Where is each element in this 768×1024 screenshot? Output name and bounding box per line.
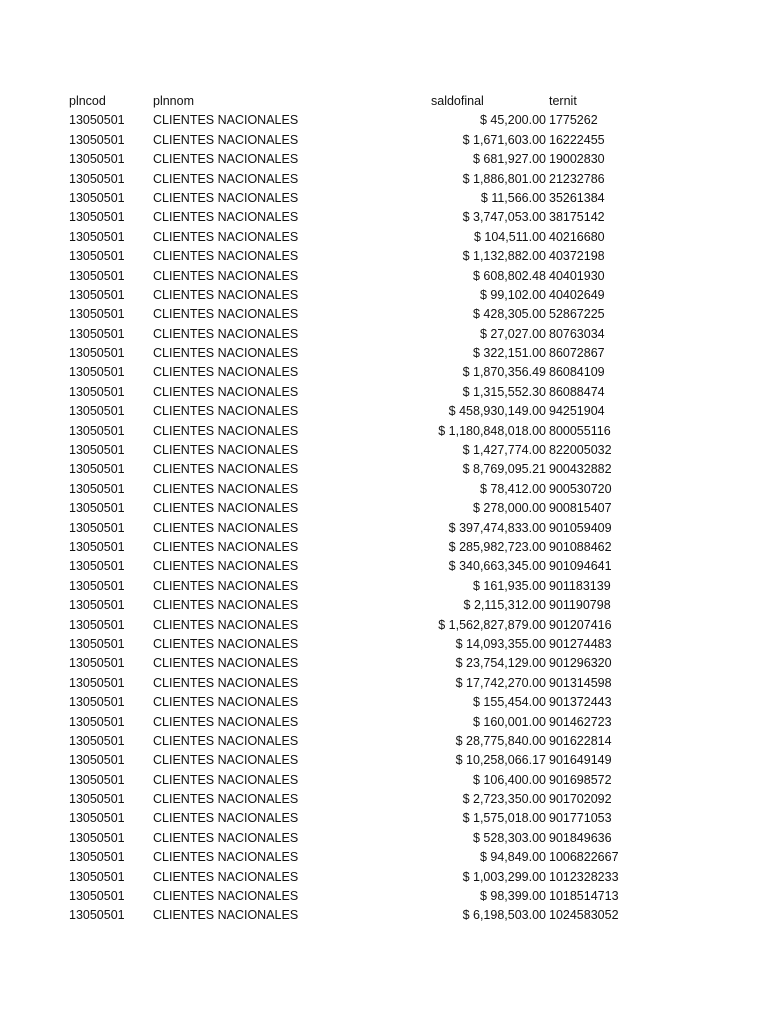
cell-plnnom: CLIENTES NACIONALES [153,830,299,845]
cell-ternit: 1024583052 [549,908,619,923]
cell-saldofinal: $ 11,566.00 [480,190,546,205]
table-row [0,460,768,479]
table-row [0,441,768,460]
cell-plncod: 13050501 [69,171,125,186]
cell-saldofinal: $ 322,151.00 [473,346,546,361]
cell-plncod: 13050501 [69,384,125,399]
table-row [0,363,768,382]
cell-plncod: 13050501 [69,307,125,322]
cell-saldofinal: $ 428,305.00 [473,307,546,322]
cell-plncod: 13050501 [69,869,125,884]
cell-plnnom: CLIENTES NACIONALES [153,423,299,438]
cell-saldofinal: $ 681,927.00 [473,152,546,167]
cell-plncod: 13050501 [69,404,125,419]
table-body [0,111,768,925]
header-plncod: plncod [69,94,106,108]
cell-plncod: 13050501 [69,132,125,147]
cell-ternit: 1775262 [549,113,598,128]
header-row [0,92,768,111]
cell-saldofinal: $ 278,000.00 [473,501,546,516]
table-row [0,208,768,227]
table-row [0,402,768,421]
cell-ternit: 19002830 [549,152,605,167]
table-row [0,751,768,770]
cell-plncod: 13050501 [69,636,125,651]
cell-plnnom: CLIENTES NACIONALES [153,462,299,477]
cell-plncod: 13050501 [69,792,125,807]
cell-ternit: 901059409 [549,520,612,535]
cell-saldofinal: $ 1,180,848,018.00 [438,423,546,438]
cell-saldofinal: $ 458,930,149.00 [448,404,546,419]
table-row [0,344,768,363]
cell-ternit: 21232786 [549,171,605,186]
cell-plncod: 13050501 [69,462,125,477]
cell-saldofinal: $ 2,115,312.00 [463,598,546,613]
cell-saldofinal: $ 27,027.00 [479,326,546,341]
cell-ternit: 901314598 [549,675,612,690]
cell-plncod: 13050501 [69,423,125,438]
cell-plncod: 13050501 [69,675,125,690]
cell-plncod: 13050501 [69,830,125,845]
cell-plncod: 13050501 [69,365,125,380]
table-row [0,305,768,324]
cell-plncod: 13050501 [69,113,125,128]
cell-plncod: 13050501 [69,229,125,244]
cell-plnnom: CLIENTES NACIONALES [153,287,299,302]
table-row [0,596,768,615]
cell-ternit: 900815407 [549,501,612,516]
table-row [0,557,768,576]
cell-plnnom: CLIENTES NACIONALES [153,249,299,264]
cell-plnnom: CLIENTES NACIONALES [153,714,299,729]
cell-plnnom: CLIENTES NACIONALES [153,113,299,128]
cell-ternit: 901094641 [549,559,612,574]
table-row [0,829,768,848]
cell-saldofinal: $ 340,663,345.00 [448,559,546,574]
cell-ternit: 1012328233 [549,869,619,884]
table-row [0,499,768,518]
cell-plncod: 13050501 [69,811,125,826]
cell-plncod: 13050501 [69,908,125,923]
cell-ternit: 80763034 [549,326,605,341]
table-row [0,868,768,887]
cell-ternit: 901698572 [549,772,612,787]
cell-plncod: 13050501 [69,753,125,768]
table-row [0,422,768,441]
cell-plncod: 13050501 [69,443,125,458]
cell-plnnom: CLIENTES NACIONALES [153,598,299,613]
cell-plncod: 13050501 [69,695,125,710]
table-row [0,325,768,344]
cell-plncod: 13050501 [69,520,125,535]
cell-saldofinal: $ 78,412.00 [479,481,546,496]
cell-plnnom: CLIENTES NACIONALES [153,578,299,593]
cell-ternit: 86088474 [549,384,605,399]
cell-ternit: 901190798 [549,598,611,613]
cell-plncod: 13050501 [69,889,125,904]
cell-ternit: 38175142 [549,210,605,225]
table-row [0,848,768,867]
cell-saldofinal: $ 99,102.00 [479,287,546,302]
cell-plnnom: CLIENTES NACIONALES [153,443,299,458]
cell-ternit: 94251904 [549,404,605,419]
cell-plnnom: CLIENTES NACIONALES [153,617,299,632]
cell-plnnom: CLIENTES NACIONALES [153,365,299,380]
cell-plnnom: CLIENTES NACIONALES [153,132,299,147]
cell-plnnom: CLIENTES NACIONALES [153,559,299,574]
cell-saldofinal: $ 28,775,840.00 [455,733,546,748]
cell-saldofinal: $ 285,982,723.00 [448,539,546,554]
cell-plnnom: CLIENTES NACIONALES [153,152,299,167]
table-row [0,131,768,150]
cell-plnnom: CLIENTES NACIONALES [153,889,299,904]
table-row [0,150,768,169]
cell-plnnom: CLIENTES NACIONALES [153,190,299,205]
cell-saldofinal: $ 94,849.00 [479,850,546,865]
cell-ternit: 901622814 [549,733,612,748]
data-table [0,92,768,926]
cell-plnnom: CLIENTES NACIONALES [153,520,299,535]
table-row [0,674,768,693]
cell-saldofinal: $ 397,474,833.00 [448,520,546,535]
cell-ternit: 901183139 [549,578,611,593]
cell-ternit: 1006822667 [549,850,619,865]
cell-plnnom: CLIENTES NACIONALES [153,307,299,322]
cell-plnnom: CLIENTES NACIONALES [153,695,299,710]
table-row [0,809,768,828]
cell-saldofinal: $ 161,935.00 [473,578,546,593]
table-row [0,247,768,266]
cell-plnnom: CLIENTES NACIONALES [153,539,299,554]
header-ternit: ternit [549,94,577,108]
cell-plnnom: CLIENTES NACIONALES [153,811,299,826]
table-row [0,111,768,130]
cell-ternit: 1018514713 [549,889,619,904]
cell-plnnom: CLIENTES NACIONALES [153,908,299,923]
cell-saldofinal: $ 8,769,095.21 [462,462,546,477]
cell-plncod: 13050501 [69,481,125,496]
cell-saldofinal: $ 1,562,827,879.00 [438,617,546,632]
cell-plncod: 13050501 [69,617,125,632]
cell-plncod: 13050501 [69,249,125,264]
cell-plnnom: CLIENTES NACIONALES [153,481,299,496]
cell-plncod: 13050501 [69,772,125,787]
cell-plnnom: CLIENTES NACIONALES [153,792,299,807]
cell-ternit: 800055116 [549,423,611,438]
cell-plnnom: CLIENTES NACIONALES [153,733,299,748]
table-row [0,790,768,809]
cell-ternit: 901649149 [549,753,612,768]
cell-ternit: 86072867 [549,346,605,361]
cell-plncod: 13050501 [69,578,125,593]
cell-plncod: 13050501 [69,714,125,729]
table-row [0,654,768,673]
header-saldofinal: saldofinal [431,94,484,108]
header-plnnom: plnnom [153,94,194,108]
cell-saldofinal: $ 1,427,774.00 [462,443,546,458]
cell-plnnom: CLIENTES NACIONALES [153,268,299,283]
cell-plncod: 13050501 [69,268,125,283]
table-row [0,887,768,906]
table-row [0,480,768,499]
cell-saldofinal: $ 1,870,356.49 [462,365,546,380]
cell-saldofinal: $ 1,003,299.00 [462,869,546,884]
cell-saldofinal: $ 10,258,066.17 [455,753,546,768]
cell-plncod: 13050501 [69,539,125,554]
cell-ternit: 901771053 [549,811,612,826]
cell-ternit: 40402649 [549,287,605,302]
table-row [0,771,768,790]
table-row [0,228,768,247]
table-row [0,383,768,402]
cell-plnnom: CLIENTES NACIONALES [153,753,299,768]
cell-saldofinal: $ 3,747,053.00 [462,210,546,225]
cell-plnnom: CLIENTES NACIONALES [153,171,299,186]
cell-plnnom: CLIENTES NACIONALES [153,850,299,865]
cell-saldofinal: $ 23,754,129.00 [455,656,546,671]
table-row [0,286,768,305]
cell-saldofinal: $ 45,200.00 [479,113,546,128]
cell-saldofinal: $ 155,454.00 [473,695,546,710]
cell-plnnom: CLIENTES NACIONALES [153,869,299,884]
cell-plncod: 13050501 [69,733,125,748]
cell-plncod: 13050501 [69,152,125,167]
cell-saldofinal: $ 106,400.00 [473,772,546,787]
cell-saldofinal: $ 1,671,603.00 [462,132,546,147]
cell-plncod: 13050501 [69,850,125,865]
cell-plncod: 13050501 [69,346,125,361]
table-row [0,189,768,208]
cell-saldofinal: $ 1,132,882.00 [462,249,546,264]
cell-plnnom: CLIENTES NACIONALES [153,346,299,361]
cell-ternit: 901849636 [549,830,612,845]
cell-ternit: 901088462 [549,539,612,554]
cell-plnnom: CLIENTES NACIONALES [153,656,299,671]
cell-saldofinal: $ 1,886,801.00 [462,171,546,186]
cell-saldofinal: $ 6,198,503.00 [462,908,546,923]
cell-plncod: 13050501 [69,559,125,574]
cell-plncod: 13050501 [69,326,125,341]
cell-ternit: 40401930 [549,268,605,283]
cell-saldofinal: $ 608,802.48 [473,268,546,283]
cell-plncod: 13050501 [69,501,125,516]
cell-ternit: 901372443 [549,695,612,710]
cell-plnnom: CLIENTES NACIONALES [153,229,299,244]
cell-ternit: 16222455 [549,132,605,147]
table-row [0,635,768,654]
cell-ternit: 900432882 [549,462,612,477]
cell-saldofinal: $ 104,511.00 [473,229,546,244]
table-row [0,267,768,286]
table-row [0,693,768,712]
cell-ternit: 901274483 [549,636,612,651]
table-row [0,519,768,538]
cell-plnnom: CLIENTES NACIONALES [153,501,299,516]
table-row [0,538,768,557]
cell-plnnom: CLIENTES NACIONALES [153,772,299,787]
cell-plncod: 13050501 [69,598,125,613]
cell-plnnom: CLIENTES NACIONALES [153,636,299,651]
cell-plnnom: CLIENTES NACIONALES [153,326,299,341]
cell-ternit: 52867225 [549,307,605,322]
cell-ternit: 86084109 [549,365,605,380]
cell-saldofinal: $ 2,723,350.00 [462,792,546,807]
table-row [0,732,768,751]
cell-plncod: 13050501 [69,210,125,225]
cell-ternit: 40216680 [549,229,605,244]
table-row [0,577,768,596]
table-row [0,906,768,925]
cell-saldofinal: $ 1,575,018.00 [462,811,546,826]
cell-ternit: 901207416 [549,617,612,632]
cell-saldofinal: $ 528,303.00 [473,830,546,845]
cell-ternit: 822005032 [549,443,612,458]
table-row [0,170,768,189]
cell-saldofinal: $ 17,742,270.00 [455,675,546,690]
cell-plncod: 13050501 [69,287,125,302]
cell-plncod: 13050501 [69,656,125,671]
cell-ternit: 901462723 [549,714,612,729]
cell-ternit: 901296320 [549,656,612,671]
cell-saldofinal: $ 160,001.00 [473,714,546,729]
cell-saldofinal: $ 98,399.00 [479,889,546,904]
cell-saldofinal: $ 1,315,552.30 [462,384,546,399]
table-row [0,713,768,732]
cell-plnnom: CLIENTES NACIONALES [153,384,299,399]
cell-plnnom: CLIENTES NACIONALES [153,404,299,419]
cell-ternit: 901702092 [549,792,612,807]
cell-saldofinal: $ 14,093,355.00 [455,636,546,651]
cell-plnnom: CLIENTES NACIONALES [153,675,299,690]
cell-plnnom: CLIENTES NACIONALES [153,210,299,225]
cell-plncod: 13050501 [69,190,125,205]
cell-ternit: 40372198 [549,249,605,264]
cell-ternit: 35261384 [549,190,605,205]
table-row [0,616,768,635]
cell-ternit: 900530720 [549,481,612,496]
